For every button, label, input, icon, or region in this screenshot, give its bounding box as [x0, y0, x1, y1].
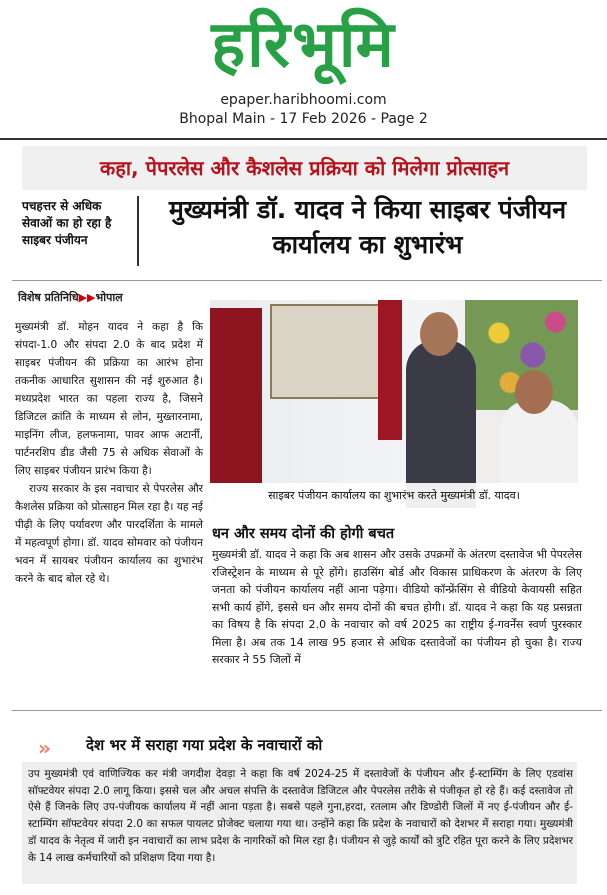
byline-arrow-icon: ▶▶ — [78, 291, 96, 304]
article-photo[interactable] — [210, 300, 578, 508]
strap-divider — [137, 196, 139, 266]
article-column-1 — [15, 318, 203, 588]
article-subhead: धन और समय दोनों की होगी बचत — [212, 526, 395, 542]
newspaper-logo: हरिभूमि — [211, 8, 396, 82]
inauguration-plaque — [270, 304, 380, 399]
official-head — [515, 370, 553, 414]
section-heading: देश भर में सराहा गया प्रदेश के नवाचारों को — [86, 736, 323, 754]
headline-divider — [12, 280, 602, 281]
paragraph: मुख्यमंत्री डॉ. मोहन यादव ने कहा है कि संपदा-1.0 और संपदा 2.0 के बाद प्रदेश में साइबर पंजीयन की प्रक्रिया का आरंभ होना तकनीक आधारित सुशासन की नई शुरुआत है। मध्यप्रदेश भारत का पहला राज्य है, जिसने डिजिटल क्रांति के माध्यम से लोन, मुख्तारनामा, माइनिंग लीज, हलफनामा, पावर आफ अटार्नी, पार्टनरशिप डीड जैसी 75 से अधिक सेवाओं के लिए साइबर पंजीयन प्रारंभ किया है। — [15, 321, 203, 477]
red-curtain-right — [378, 300, 402, 440]
side-strap: पचहत्तर से अधिक सेवाओं का हो रहा है साइबर पंजीयन — [22, 199, 112, 247]
article-column-2: मुख्यमंत्री डॉ. यादव ने कहा कि अब शासन और उसके उपक्रमों के अंतरण दस्तावेज भी पेपरलेस रजिस्ट्रेशन के माध्यम से पूरे होंगे। हाउसिंग बोर्ड और विकास प्राधिकरण के अंतरण के लिए जनता को पंजीयन कार्यालय नहीं आना पड़ेगा। वीडियो कॉन्फ्रेंसिंग से वीडियो केवायसी सहित सभी कार्य होंगे, इससे धन और समय दोनों की बचत होगी। डॉ. यादव ने कहा कि यह प्रसन्नता का विषय है कि संपदा 2.0 के नवाचार को वर्ष 2025 का राष्ट्रीय ई-गवर्नेंस स्वर्ण पुरस्कार मिला है। अब तक 14 लाख 95 हजार से अधिक दस्तावेजों का पंजीयन हो चुका है। राज्य सरकार ने 55 जिलों में — [212, 548, 582, 666]
byline-reporter: विशेष प्रतिनिधि — [18, 291, 79, 304]
section-body: उप मुख्यमंत्री एवं वाणिज्यिक कर मंत्री जगदीश देवड़ा ने कहा कि वर्ष 2024-25 में दस्तावेजों के पंजीयन और ई-स्टाम्पिंग के लिए एडवांस सॉफ्टवेयर संपदा 2.0 लागू किया। इससे चल और अचल संपत्ति के दस्तावेज डिजिटल और पेपरलेस तरीके से पंजीकृत हो रहे हैं। कई दस्तावेज तो ऐसे हैं जिनके लिए उप-पंजीयक कार्यालय में नहीं आना पड़ता है। सबसे पहले गुना,हरदा, रतलाम और डिण्डोरी जिलों में नए ई-पंजीयन और ई- स्टाम्पिंग सॉफ्टवेयर संपदा 2.0 का सफल पायलट प्रोजेक्ट चलाया गया था। उन्होंने कहा कि प्रदेश के नवाचारों को देशभर में सराहा गया। मुख्यमंत्री डॉ यादव के नेतृत्व में जारी इन नवाचारों का लाभ प्रदेश के नागरिकों को मिल रहा है। पंजीयन से जुड़े कार्यों को त्रुटि रहित पूरा करने के लिए प्रदेशभर के 14 लाख कर्मचारियों को प्रशिक्षण दिया गया है। — [28, 768, 573, 864]
epaper-site-url[interactable]: epaper.haribhoomi.com — [220, 92, 387, 108]
photo-caption: साइबर पंजीयन कार्यालय का शुभारंभ करते मुख्यमंत्री डॉ. यादव। — [210, 483, 578, 508]
chief-minister-head — [420, 312, 458, 356]
article-kicker: कहा, पेपरलेस और कैशलेस प्रक्रिया को मिलेगा प्रोत्साहन — [22, 146, 587, 190]
masthead-divider — [0, 138, 607, 140]
section-divider — [12, 710, 602, 711]
double-chevron-icon: » — [38, 736, 45, 760]
article-headline: मुख्यमंत्री डॉ. यादव ने किया साइबर पंजीयन कार्यालय का शुभारंभ — [168, 195, 567, 259]
byline-place: भोपाल — [95, 291, 123, 304]
paragraph: राज्य सरकार के इस नवाचार से पेपरलेस और कैशलेस प्रक्रिया को प्रोत्साहन मिल रहा है। यह नई पीढ़ी के लिए पर्यावरण और पारदर्शिता के मामले में महत्वपूर्ण होगा। डॉ. यादव सोमवार को पंजीयन भवन में सायबर पंजीयन कार्यालय का शुभारंभ करने के बाद बोल रहे थे। — [15, 483, 203, 585]
byline — [18, 290, 203, 305]
red-curtain-left — [210, 308, 262, 483]
edition-info: Bhopal Main - 17 Feb 2026 - Page 2 — [179, 111, 428, 127]
